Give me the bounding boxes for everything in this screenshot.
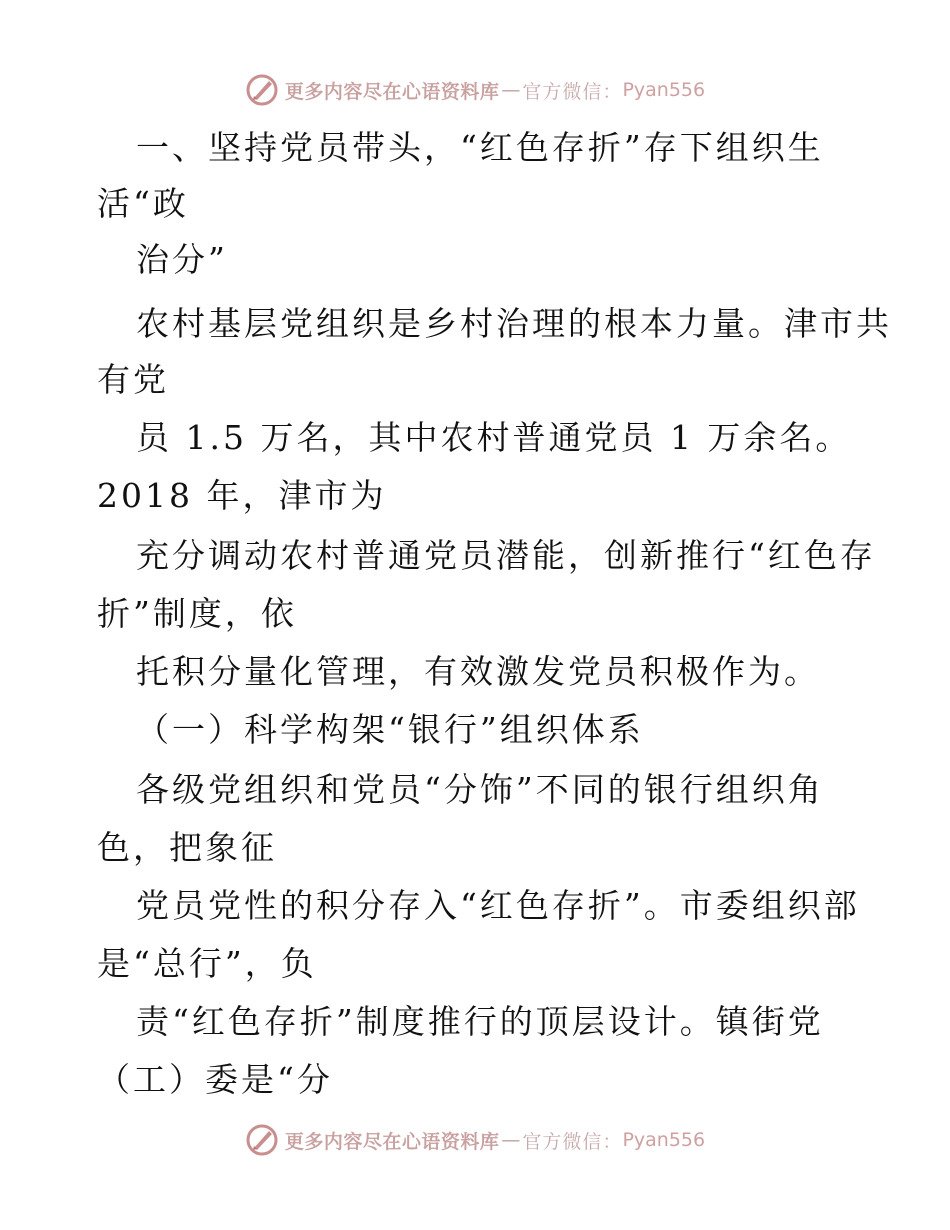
header-watermark	[0, 70, 950, 110]
text-line: （工）委是“分	[97, 1060, 333, 1099]
quill-logo-icon	[245, 1123, 279, 1157]
watermark-wechat-id: Pyan556	[622, 79, 706, 101]
text-line: 是“总行”，负	[97, 944, 317, 983]
watermark-wechat-id: Pyan556	[622, 1129, 706, 1151]
watermark-site-text: 更多内容尽在心语资料库	[284, 80, 500, 103]
watermark-dash: —	[501, 1129, 521, 1151]
watermark-site-text: 更多内容尽在心语资料库	[284, 1130, 500, 1153]
text-line: 折”制度，依	[97, 594, 297, 633]
paragraph-line: 充分调动农村普通党员潜能，创新推行“红色存	[136, 536, 876, 575]
watermark-label: 官方微信：	[522, 80, 623, 103]
paragraph-line: 责“红色存折”制度推行的顶层设计。镇街党	[136, 1002, 824, 1041]
text-line: 色，把象征	[97, 828, 277, 867]
footer-watermark	[0, 1120, 950, 1160]
watermark-dash: —	[501, 79, 521, 101]
quill-logo-icon	[245, 73, 279, 107]
text-line: 2018 年，津市为	[97, 476, 387, 515]
text-line: 活“政	[97, 184, 189, 223]
section-heading-1: 一、坚持党员带头，“红色存折”存下组织生	[136, 128, 824, 167]
paragraph-line: 党员党性的积分存入“红色存折”。市委组织部	[136, 886, 860, 925]
watermark-label: 官方微信：	[522, 1130, 623, 1153]
paragraph-line: 托积分量化管理，有效激发党员积极作为。	[136, 652, 820, 691]
text-line: 治分”	[136, 240, 228, 279]
paragraph-line: 农村基层党组织是乡村治理的根本力量。津市共	[136, 304, 892, 343]
text-line: 有党	[97, 360, 169, 399]
paragraph-line: 员 1.5 万名，其中农村普通党员 1 万余名。	[136, 418, 852, 457]
paragraph-line: 各级党组织和党员“分饰”不同的银行组织角	[136, 770, 824, 809]
subsection-heading-1: （一）科学构架“银行”组织体系	[136, 710, 644, 749]
